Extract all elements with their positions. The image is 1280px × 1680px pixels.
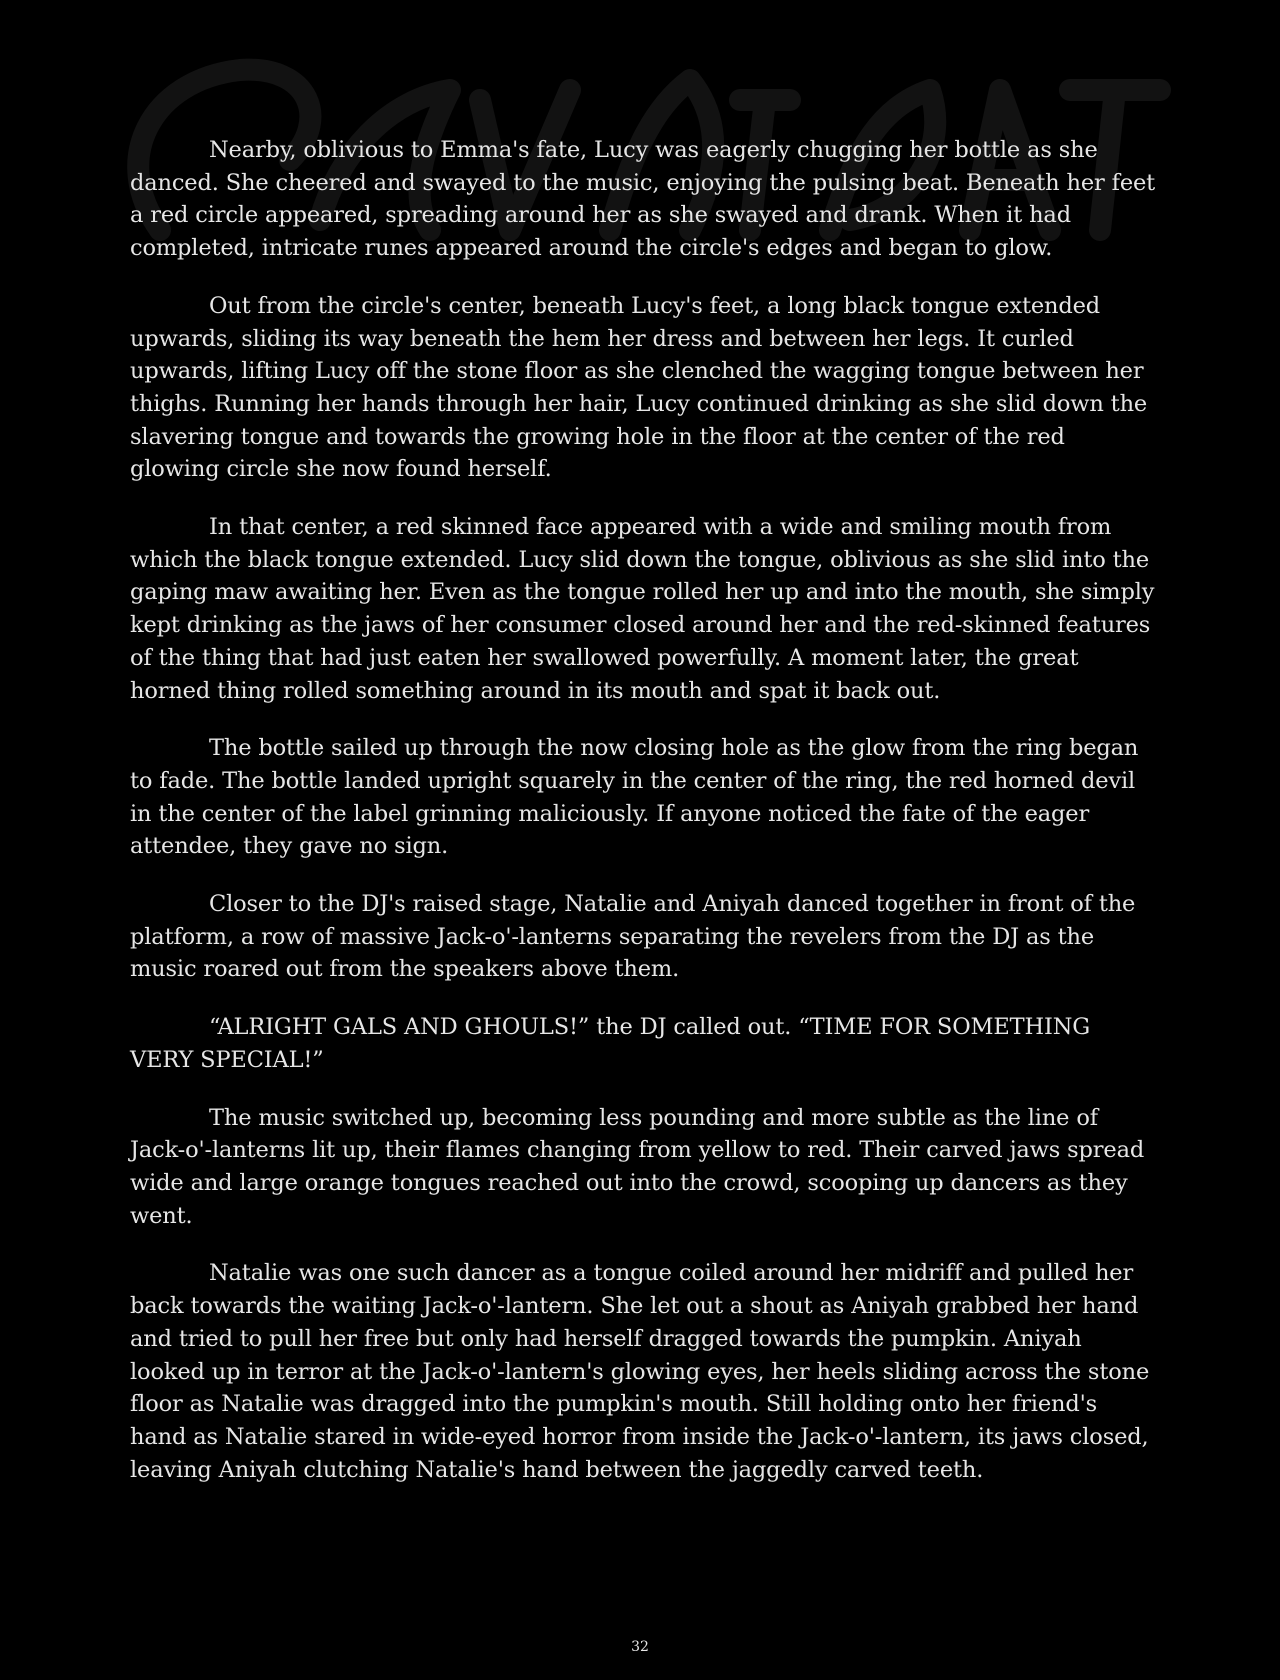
dialogue-paragraph: “ALRIGHT GALS AND GHOULS!” the DJ called out. “TIME FOR SOMETHING VERY SPECIAL!” [130, 1014, 1091, 1073]
page-number: 32 [631, 1639, 649, 1655]
paragraph: Out from the circle's center, beneath Lucy's feet, a long black tongue extended upwards, sliding its way beneath the hem her dress and between her legs. It curled upwards, lifting Lucy off the stone floor as she clenched the wagging tongue between her thighs. Running her hands through her hair, Lucy continued drinking as she slid down the slavering tongue and towards the growing hole in the floor at the center of the red glowing circle she now found herself. [130, 292, 1148, 483]
paragraph: Natalie was one such dancer as a tongue coiled around her midriff and pulled her back towards the waiting Jack-o'-lantern. She let out a shout as Aniyah grabbed her hand and tried to pull her free but only had herself dragged towards the pumpkin. Aniyah looked up in terror at the Jack-o'-lantern's glowing eyes, her heels sliding across the stone floor as Natalie was dragged into the pumpkin's mouth. Still holding onto her friend's hand as Natalie stared in wide-eyed horror from inside the Jack-o'-lantern, its jaws closed, leaving Aniyah clutching Natalie's hand between the jaggedly carved teeth. [130, 1260, 1150, 1483]
paragraph: Closer to the DJ's raised stage, Natalie and Aniyah danced together in front of the platform, a row of massive Jack-o'-lanterns separating the revelers from the DJ as the music roared out from the speakers above them. [130, 891, 1136, 983]
body-text [130, 134, 1160, 1511]
paragraph: The bottle sailed up through the now closing hole as the glow from the ring began to fade. The bottle landed upright squarely in the center of the ring, the red horned devil in the center of the label grinning maliciously. If anyone noticed the fate of the eager attendee, they gave no sign. [130, 735, 1139, 860]
paragraph: In that center, a red skinned face appeared with a wide and smiling mouth from which the black tongue extended. Lucy slid down the tongue, oblivious as she slid into the gaping maw awaiting her. Even as the tongue rolled her up and into the mouth, she simply kept drinking as the jaws of her consumer closed around her and the red-skinned features of the thing that had just eaten her swallowed powerfully. A moment later, the great horned thing rolled something around in its mouth and spat it back out. [130, 514, 1155, 704]
paragraph: The music switched up, becoming less pounding and more subtle as the line of Jack-o'-lanterns lit up, their flames changing from yellow to red. Their carved jaws spread wide and large orange tongues reached out into the crowd, scooping up dancers as they went. [130, 1104, 1145, 1229]
paragraph: Nearby, oblivious to Emma's fate, Lucy was eagerly chugging her bottle as she danced. She cheered and swayed to the music, enjoying the pulsing beat. Beneath her feet a red circle appeared, spreading around her as she swayed and drank. When it had completed, intricate runes appeared around the circle's edges and began to glow. [130, 137, 1156, 262]
